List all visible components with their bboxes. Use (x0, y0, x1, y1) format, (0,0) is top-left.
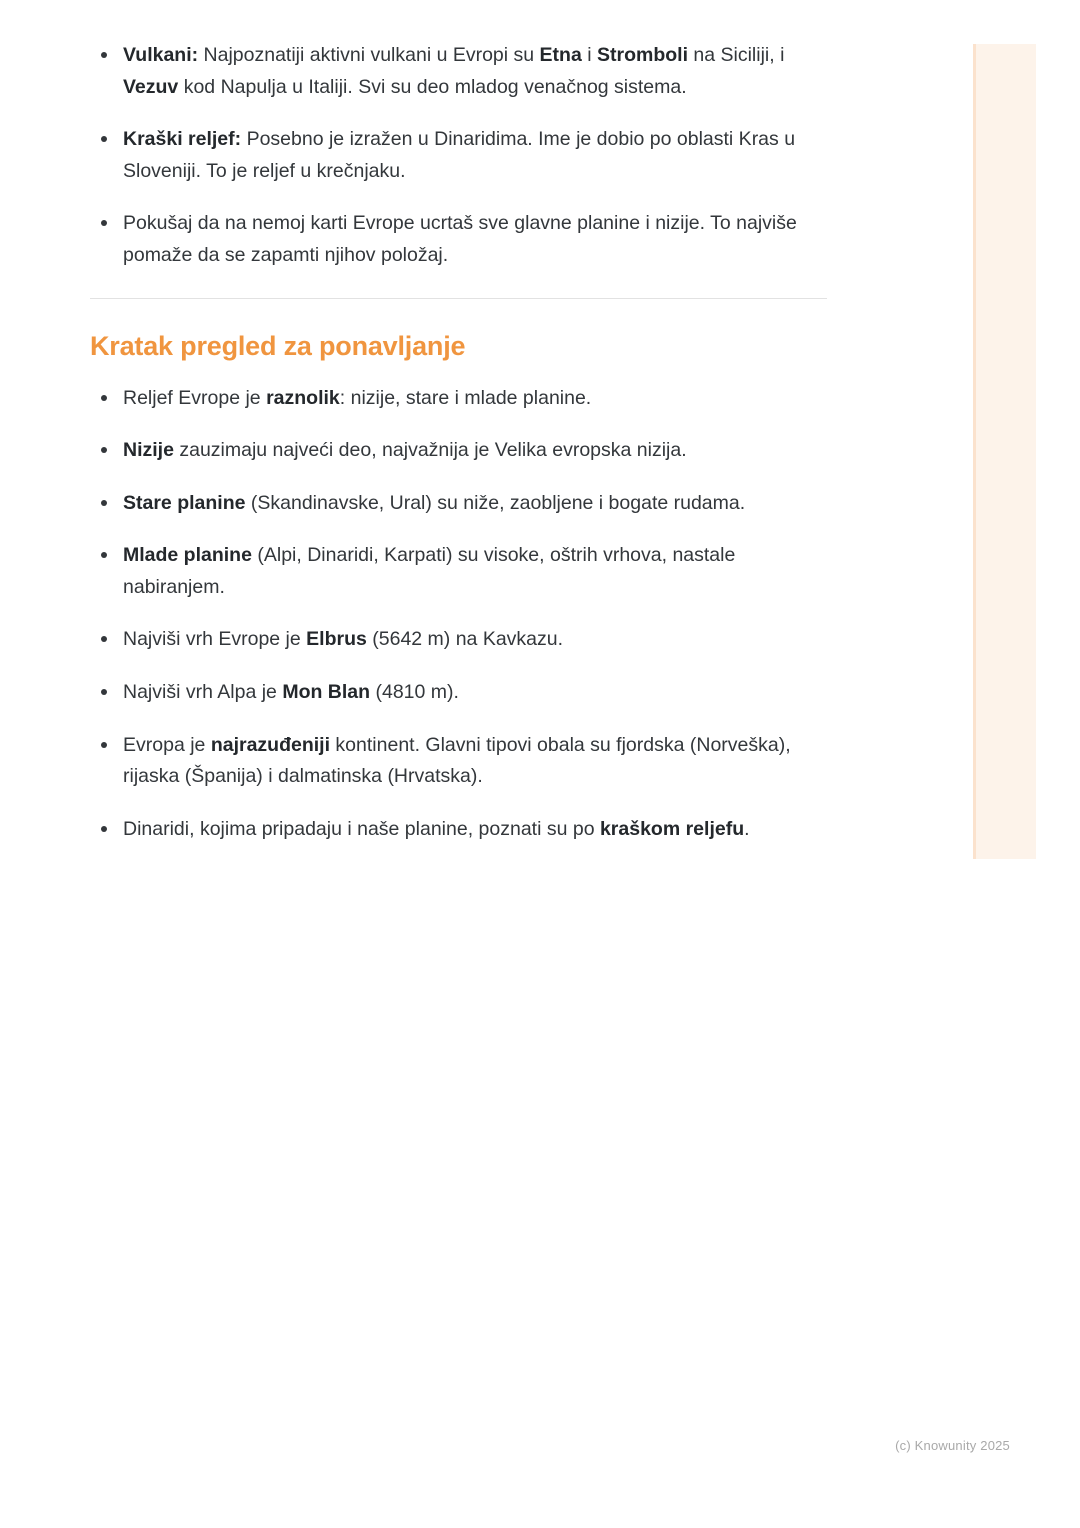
emphasized-text: Mlade planine (123, 544, 252, 567)
emphasized-text: Kraški reljef: (123, 128, 242, 151)
emphasized-text: Mon Blan (282, 681, 371, 704)
top-bullet-list (90, 40, 835, 271)
body-text: kod Napulja u Italiji. Svi su deo mladog venačnog sistema. (178, 75, 687, 98)
list-item (90, 435, 835, 467)
footer-copyright: (c) Knowunity 2025 (895, 1438, 1010, 1453)
section-divider (90, 298, 827, 299)
body-text: Najpoznatiji aktivni vulkani u Evropi su (198, 44, 540, 66)
emphasized-text: Stare planine (123, 491, 246, 514)
body-text: kontinent. Glavni tipovi obala su fjordska (Norveška), rijaska (Španija) i dalmatinska (Hrvatska). (123, 733, 791, 788)
body-text: na Siciliji, i (687, 44, 785, 66)
body-text: Dinaridi, kojima pripadaju i naše planine, poznati su po (123, 817, 600, 840)
body-text: (Alpi, Dinaridi, Karpati) su visoke, oštrih vrhova, nastale nabiranjem. (123, 544, 736, 598)
body-text: . (744, 817, 750, 840)
emphasized-text: Vezuv (123, 75, 179, 98)
document-content (90, 40, 835, 866)
body-text: Najviši vrh Alpa je (123, 681, 283, 704)
emphasized-text: Nizije (123, 439, 174, 462)
list-item (90, 677, 835, 709)
list-item (90, 730, 835, 793)
body-text: (Skandinavske, Ural) su niže, zaobljene i bogate rudama. (245, 491, 746, 514)
list-item (90, 540, 835, 603)
emphasized-text: Stromboli (596, 44, 688, 66)
emphasized-text: Elbrus (306, 628, 367, 651)
summary-bullet-list (90, 383, 835, 846)
body-text: (4810 m). (370, 681, 459, 704)
body-text: Pokušaj da na nemoj karti Evrope ucrtaš sve glavne planine i nizije. To najviše pomaže da se zapamti njihov položaj. (123, 212, 797, 266)
list-item (90, 488, 835, 520)
body-text: (5642 m) na Kavkazu. (366, 628, 564, 651)
body-text: Evropa je (123, 733, 211, 756)
body-text: i (581, 44, 597, 66)
emphasized-text: kraškom reljefu (599, 817, 745, 840)
emphasized-text: najrazuđeniji (210, 733, 331, 756)
body-text: : nizije, stare i mlade planine. (339, 386, 592, 409)
body-text: Najviši vrh Evrope je (123, 628, 307, 651)
emphasized-text: Etna (539, 44, 582, 66)
list-item (90, 124, 835, 187)
list-item (90, 814, 835, 846)
list-item (90, 40, 835, 103)
body-text: Posebno je izražen u Dinaridima. Ime je dobio po oblasti Kras u Sloveniji. To je reljef u krečnjaku. (123, 128, 796, 182)
body-text: zauzimaju najveći deo, najvažnija je Velika evropska nizija. (173, 439, 687, 462)
section-title: Kratak pregled za ponavljanje (90, 331, 466, 362)
list-item (90, 383, 835, 415)
emphasized-text: raznolik (266, 386, 340, 409)
decorative-side-panel (973, 44, 1036, 859)
body-text: Reljef Evrope je (123, 386, 267, 409)
list-item (90, 624, 835, 656)
emphasized-text: Vulkani: (123, 44, 199, 66)
list-item (90, 208, 835, 271)
